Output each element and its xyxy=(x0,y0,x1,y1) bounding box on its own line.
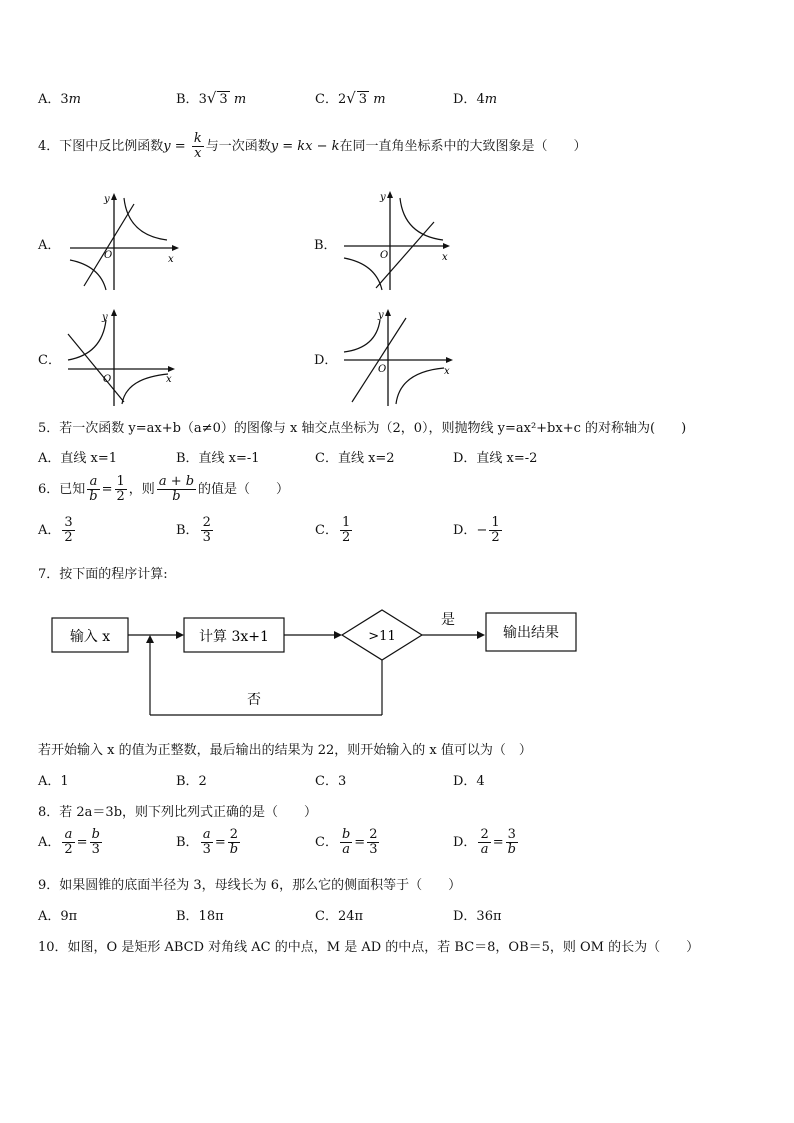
q4-graph-c[interactable] xyxy=(62,306,182,411)
q8-option-c[interactable]: C． $\frac{b}{a}$ = $\frac{2}{3}$ xyxy=(315,827,378,857)
q6-option-b[interactable]: B． $\frac{2}{3}$ xyxy=(176,515,211,545)
flow-yes-text: 是 xyxy=(441,612,455,628)
svg-text:O: O xyxy=(378,364,387,375)
svg-text:O: O xyxy=(380,250,389,261)
q3-option-b[interactable]: B．3√ 3 m xyxy=(176,89,247,107)
q8-stem: 8．若 2a＝3b，则下列比列式正确的是（ ） xyxy=(38,805,318,820)
q6-option-c[interactable]: C． $\frac{1}{2}$ xyxy=(315,515,351,545)
svg-text:y: y xyxy=(380,192,386,203)
q4-graph-d-label[interactable]: D． xyxy=(314,353,338,368)
q7-option-a[interactable]: A．1 xyxy=(38,774,69,789)
q6-option-a[interactable]: A． $\frac{3}{2}$ xyxy=(38,515,73,545)
q5-stem: 5．若一次函数 y=ax+b（a≠0）的图像与 x 轴交点坐标为（2，0），则抛物线 y=ax²+bx+c 的对称轴为( ) xyxy=(38,421,687,436)
q4-graph-a-label[interactable]: A． xyxy=(38,238,61,253)
q9-stem: 9．如果圆锥的底面半径为 3，母线长为 6，那么它的侧面积等于（ ） xyxy=(38,878,462,893)
q5-option-d[interactable]: D．直线 x=-2 xyxy=(453,451,538,466)
svg-text:y: y xyxy=(378,310,384,321)
q7-stem: 7．按下面的程序计算: xyxy=(38,567,168,582)
q7-option-d[interactable]: D．4 xyxy=(453,774,485,789)
q7-flowchart xyxy=(40,600,585,725)
q7-option-b[interactable]: B．2 xyxy=(176,774,207,789)
svg-text:x: x xyxy=(444,366,450,377)
q6-stem: 6．已知 $\frac{a}{b}$ = $\frac{1}{2}$ ，则 $\frac{a + b}{b}$ 的值是（ ） xyxy=(38,474,290,504)
q4-graph-a[interactable] xyxy=(62,190,182,295)
q5-option-c[interactable]: C．直线 x=2 xyxy=(315,451,395,466)
flow-no-text: 否 xyxy=(247,692,261,708)
svg-text:x: x xyxy=(442,252,448,263)
q8-option-a[interactable]: A． $\frac{a}{2}$ = $\frac{b}{3}$ xyxy=(38,827,100,857)
q4-graph-b[interactable] xyxy=(338,190,458,295)
svg-text:x: x xyxy=(166,374,172,385)
q5-option-b[interactable]: B．直线 x=-1 xyxy=(176,451,260,466)
q8-option-d[interactable]: D． $\frac{2}{a}$ = $\frac{3}{b}$ xyxy=(453,827,516,857)
q4-graph-b-label[interactable]: B． xyxy=(314,238,337,253)
q9-option-d[interactable]: D．36π xyxy=(453,909,502,924)
svg-text:O: O xyxy=(103,374,112,385)
q4-stem: 4．下图中反比例函数y = $\frac{k}{x}$ 与一次函数y = kx − k在同一直角坐标系中的大致图象是（ ） xyxy=(38,131,587,161)
q4-graph-d[interactable] xyxy=(338,306,458,411)
q5-option-a[interactable]: A．直线 x=1 xyxy=(38,451,118,466)
q3-option-a[interactable]: A．3m xyxy=(38,92,81,107)
q9-option-b[interactable]: B．18π xyxy=(176,909,224,924)
q3-option-c[interactable]: C．2√ 3 m xyxy=(315,89,386,107)
q10-stem: 10．如图，O 是矩形 ABCD 对角线 AC 的中点，M 是 AD 的中点，若 BC＝8，OB＝5，则 OM 的长为（ ） xyxy=(38,940,700,955)
q7-option-c[interactable]: C．3 xyxy=(315,774,347,789)
svg-text:O: O xyxy=(104,250,113,261)
flow-input-text: 输入 x xyxy=(69,629,111,645)
svg-text:y: y xyxy=(102,312,108,323)
q7-question: 若开始输入 x 的值为正整数，最后输出的结果为 22，则开始输入的 x 值可以为（ ） xyxy=(38,743,532,758)
svg-text:x: x xyxy=(168,254,174,265)
q8-option-b[interactable]: B． $\frac{a}{3}$ = $\frac{2}{b}$ xyxy=(176,827,239,857)
flow-output-text: 输出结果 xyxy=(503,625,559,641)
svg-text:y: y xyxy=(104,194,110,205)
flow-condition-text: >11 xyxy=(368,629,396,644)
q9-option-c[interactable]: C．24π xyxy=(315,909,364,924)
q3-option-d[interactable]: D．4m xyxy=(453,92,498,107)
q9-option-a[interactable]: A．9π xyxy=(38,909,78,924)
flow-compute-text: 计算 3x+1 xyxy=(199,629,269,645)
q4-graph-c-label[interactable]: C． xyxy=(38,353,61,368)
q6-option-d[interactable]: D．− $\frac{1}{2}$ xyxy=(453,515,500,545)
